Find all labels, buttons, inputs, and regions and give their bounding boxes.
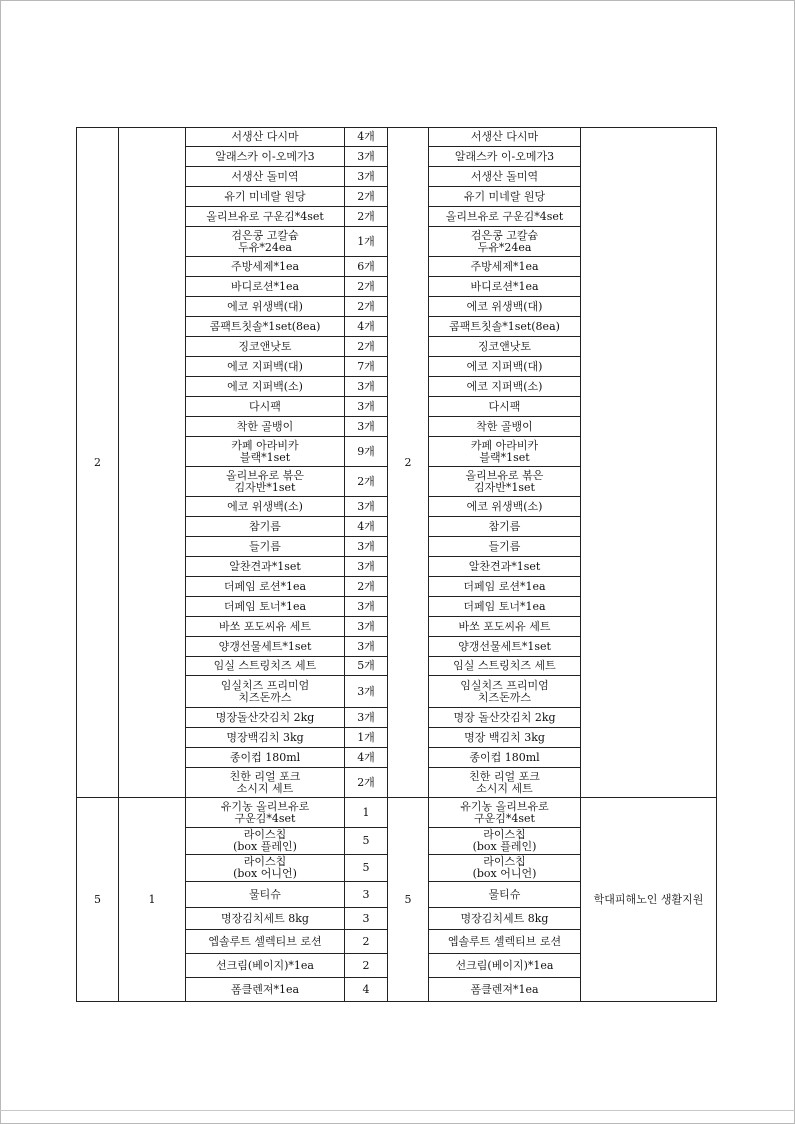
item-name-repeat-cell: 서생산 돌미역 <box>429 167 581 187</box>
item-name-repeat-cell: 바쏘 포도씨유 세트 <box>429 617 581 637</box>
item-name-cell: 착한 골뱅이 <box>186 417 345 437</box>
quantity-cell: 9개 <box>345 437 388 467</box>
sub-number-cell: 1 <box>119 798 186 1002</box>
item-name-cell: 명장김치세트 8kg <box>186 908 345 930</box>
item-name-repeat-cell: 폼클렌져*1ea <box>429 978 581 1002</box>
item-name-repeat-cell: 주방세제*1ea <box>429 257 581 277</box>
item-name-cell: 양갱선물세트*1set <box>186 637 345 657</box>
item-name-cell: 에코 지퍼백(대) <box>186 357 345 377</box>
quantity-cell: 3 <box>345 908 388 930</box>
quantity-cell: 3개 <box>345 497 388 517</box>
item-name-cell: 에코 위생백(대) <box>186 297 345 317</box>
item-name-cell: 징코앤낫토 <box>186 337 345 357</box>
quantity-cell: 5 <box>345 855 388 882</box>
item-name-repeat-cell: 선크림(베이지)*1ea <box>429 954 581 978</box>
item-name-repeat-cell: 검은콩 고칼슘 두유*24ea <box>429 227 581 257</box>
item-name-repeat-cell: 명장김치세트 8kg <box>429 908 581 930</box>
quantity-cell: 3개 <box>345 676 388 708</box>
item-name-repeat-cell: 참기름 <box>429 517 581 537</box>
quantity-cell: 1 <box>345 798 388 828</box>
item-name-repeat-cell: 알래스카 이-오메가3 <box>429 147 581 167</box>
quantity-cell: 2개 <box>345 207 388 227</box>
item-name-cell: 바쏘 포도씨유 세트 <box>186 617 345 637</box>
item-name-cell: 라이스칩 (box 플레인) <box>186 828 345 855</box>
sub-number-cell <box>119 128 186 798</box>
quantity-cell: 3개 <box>345 637 388 657</box>
item-name-repeat-cell: 징코앤낫토 <box>429 337 581 357</box>
item-name-repeat-cell: 콤팩트칫솔*1set(8ea) <box>429 317 581 337</box>
table-row <box>77 798 717 828</box>
item-name-repeat-cell: 명장 백김치 3kg <box>429 728 581 748</box>
item-name-repeat-cell: 양갱선물세트*1set <box>429 637 581 657</box>
item-name-cell: 에코 지퍼백(소) <box>186 377 345 397</box>
item-name-cell: 친한 리얼 포크 소시지 세트 <box>186 768 345 798</box>
item-name-repeat-cell: 다시팩 <box>429 397 581 417</box>
quantity-cell: 4개 <box>345 517 388 537</box>
item-name-repeat-cell: 올리브유로 볶은 김자반*1set <box>429 467 581 497</box>
quantity-cell: 2 <box>345 954 388 978</box>
purpose-cell <box>581 128 717 798</box>
quantity-cell: 3개 <box>345 167 388 187</box>
quantity-cell: 4개 <box>345 748 388 768</box>
quantity-cell: 3개 <box>345 708 388 728</box>
group-count-cell: 2 <box>388 128 429 798</box>
item-name-cell: 임실치즈 프리미엄 치즈돈까스 <box>186 676 345 708</box>
item-name-repeat-cell: 물티슈 <box>429 882 581 908</box>
item-name-repeat-cell: 카페 아라비카 블랙*1set <box>429 437 581 467</box>
item-name-cell: 명장백김치 3kg <box>186 728 345 748</box>
item-name-cell: 검은콩 고칼슘 두유*24ea <box>186 227 345 257</box>
quantity-cell: 4개 <box>345 317 388 337</box>
quantity-cell: 3개 <box>345 417 388 437</box>
quantity-cell: 3개 <box>345 617 388 637</box>
item-name-cell: 들기름 <box>186 537 345 557</box>
quantity-cell: 6개 <box>345 257 388 277</box>
item-name-cell: 더페임 로션*1ea <box>186 577 345 597</box>
quantity-cell: 2개 <box>345 277 388 297</box>
group-number-cell: 5 <box>77 798 119 1002</box>
donation-items-table <box>76 127 717 1002</box>
purpose-cell: 학대피해노인 생활지원 <box>581 798 717 1002</box>
quantity-cell: 1개 <box>345 227 388 257</box>
item-name-repeat-cell: 올리브유로 구운김*4set <box>429 207 581 227</box>
table-row <box>77 128 717 147</box>
item-name-repeat-cell: 알찬견과*1set <box>429 557 581 577</box>
item-name-cell: 폼클렌져*1ea <box>186 978 345 1002</box>
quantity-cell: 4개 <box>345 128 388 147</box>
item-name-repeat-cell: 임실 스트링치즈 세트 <box>429 657 581 676</box>
item-name-cell: 바디로션*1ea <box>186 277 345 297</box>
group-number-cell: 2 <box>77 128 119 798</box>
item-name-cell: 서생산 다시마 <box>186 128 345 147</box>
item-name-cell: 올리브유로 볶은 김자반*1set <box>186 467 345 497</box>
item-name-cell: 유기 미네랄 원당 <box>186 187 345 207</box>
item-name-cell: 알찬견과*1set <box>186 557 345 577</box>
item-name-cell: 선크림(베이지)*1ea <box>186 954 345 978</box>
quantity-cell: 2개 <box>345 187 388 207</box>
quantity-cell: 3개 <box>345 147 388 167</box>
item-name-repeat-cell: 친한 리얼 포크 소시지 세트 <box>429 768 581 798</box>
item-name-repeat-cell: 엡솔루트 셀렉티브 로션 <box>429 930 581 954</box>
item-name-cell: 참기름 <box>186 517 345 537</box>
item-name-repeat-cell: 유기농 올리브유로 구운김*4set <box>429 798 581 828</box>
item-name-cell: 엡솔루트 셀렉티브 로션 <box>186 930 345 954</box>
item-name-cell: 에코 위생백(소) <box>186 497 345 517</box>
item-name-repeat-cell: 들기름 <box>429 537 581 557</box>
item-name-cell: 카페 아라비카 블랙*1set <box>186 437 345 467</box>
quantity-cell: 5개 <box>345 657 388 676</box>
item-name-cell: 종이컵 180ml <box>186 748 345 768</box>
item-name-repeat-cell: 에코 지퍼백(대) <box>429 357 581 377</box>
quantity-cell: 7개 <box>345 357 388 377</box>
item-name-repeat-cell: 착한 골뱅이 <box>429 417 581 437</box>
quantity-cell: 5 <box>345 828 388 855</box>
item-name-repeat-cell: 에코 위생백(소) <box>429 497 581 517</box>
quantity-cell: 1개 <box>345 728 388 748</box>
item-name-cell: 물티슈 <box>186 882 345 908</box>
group-count-cell: 5 <box>388 798 429 1002</box>
quantity-cell: 3개 <box>345 397 388 417</box>
item-name-cell: 올리브유로 구운김*4set <box>186 207 345 227</box>
quantity-cell: 2개 <box>345 768 388 798</box>
item-name-cell: 라이스칩 (box 어니언) <box>186 855 345 882</box>
quantity-cell: 3개 <box>345 377 388 397</box>
item-name-cell: 알래스카 이-오메가3 <box>186 147 345 167</box>
item-name-cell: 유기농 올리브유로 구운김*4set <box>186 798 345 828</box>
item-name-repeat-cell: 명장 돌산갓김치 2kg <box>429 708 581 728</box>
quantity-cell: 2개 <box>345 337 388 357</box>
page-bottom-rule <box>0 1110 795 1111</box>
item-name-repeat-cell: 더페임 토너*1ea <box>429 597 581 617</box>
item-name-cell: 주방세제*1ea <box>186 257 345 277</box>
item-name-repeat-cell: 라이스칩 (box 플레인) <box>429 828 581 855</box>
item-name-cell: 콤팩트칫솔*1set(8ea) <box>186 317 345 337</box>
quantity-cell: 4 <box>345 978 388 1002</box>
quantity-cell: 3개 <box>345 537 388 557</box>
item-name-repeat-cell: 에코 위생백(대) <box>429 297 581 317</box>
quantity-cell: 3개 <box>345 557 388 577</box>
item-name-repeat-cell: 바디로션*1ea <box>429 277 581 297</box>
quantity-cell: 3 <box>345 882 388 908</box>
item-name-cell: 다시팩 <box>186 397 345 417</box>
item-name-cell: 더페임 토너*1ea <box>186 597 345 617</box>
quantity-cell: 2개 <box>345 577 388 597</box>
quantity-cell: 2 <box>345 930 388 954</box>
item-name-repeat-cell: 종이컵 180ml <box>429 748 581 768</box>
item-name-repeat-cell: 에코 지퍼백(소) <box>429 377 581 397</box>
item-name-cell: 명장돌산갓김치 2kg <box>186 708 345 728</box>
item-name-cell: 임실 스트링치즈 세트 <box>186 657 345 676</box>
quantity-cell: 2개 <box>345 297 388 317</box>
item-name-repeat-cell: 더페임 로션*1ea <box>429 577 581 597</box>
quantity-cell: 2개 <box>345 467 388 497</box>
item-name-repeat-cell: 임실치즈 프리미엄 치즈돈까스 <box>429 676 581 708</box>
item-name-repeat-cell: 서생산 다시마 <box>429 128 581 147</box>
quantity-cell: 3개 <box>345 597 388 617</box>
item-name-cell: 서생산 돌미역 <box>186 167 345 187</box>
item-name-repeat-cell: 라이스칩 (box 어니언) <box>429 855 581 882</box>
item-name-repeat-cell: 유기 미네랄 원당 <box>429 187 581 207</box>
